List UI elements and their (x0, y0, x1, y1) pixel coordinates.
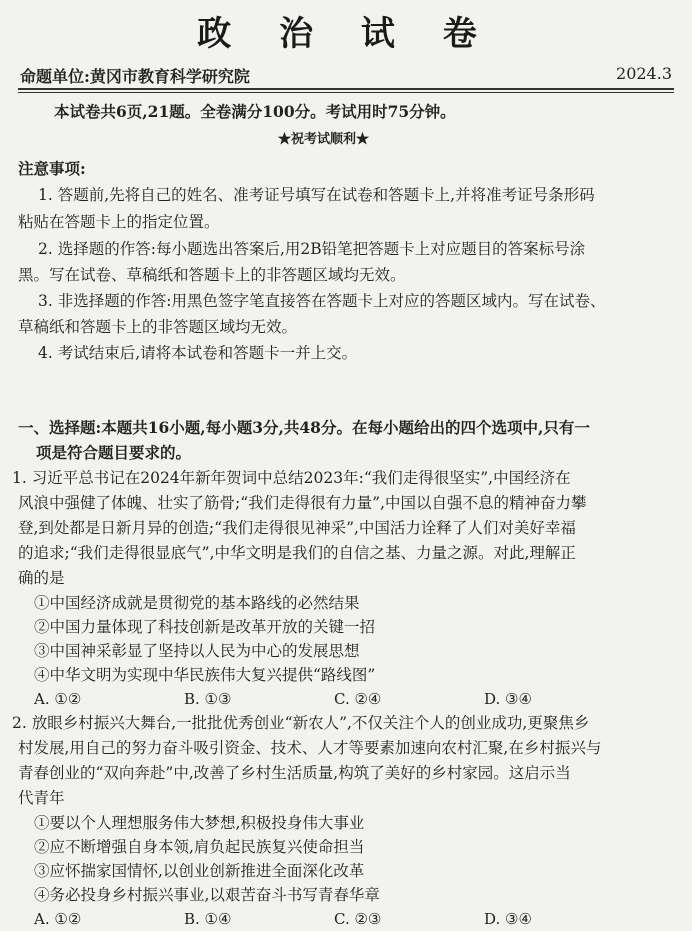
statement-item: ②中国力量体现了科技创新是改革开放的关键一招 (34, 618, 376, 636)
note-line: 3. 非选择题的作答:用黑色签字笔直接答在答题卡上对应的答题区域内。写在试卷、 (38, 292, 606, 310)
exam-date: 2024.3 (616, 64, 672, 83)
statement-item: ④中华文明为实现中华民族伟大复兴提供“路线图” (34, 666, 376, 684)
exam-intro: 本试卷共6页,21题。全卷满分100分。考试用时75分钟。 (54, 102, 456, 121)
answer-option[interactable]: A. ①② (34, 690, 82, 708)
answer-option[interactable]: A. ①② (34, 910, 82, 928)
note-line: 粘贴在答题卡上的指定位置。 (18, 213, 220, 231)
statement-item: ①要以个人理想服务伟大梦想,积极投身伟大事业 (34, 814, 365, 832)
header-divider (18, 88, 674, 93)
question-stem-line: 代青年 (18, 789, 65, 807)
note-line: 1. 答题前,先将自己的姓名、准考证号填写在试卷和答题卡上,并将准考证号条形码 (38, 186, 595, 204)
question-stem-line: 1. 习近平总书记在2024年新年贺词中总结2023年:“我们走得很坚实”,中国经济在 (12, 469, 571, 487)
answer-option[interactable]: D. ③④ (484, 910, 532, 928)
statement-item: ③中国神采彰显了坚持以人民为中心的发展思想 (34, 642, 360, 660)
answer-options (34, 688, 654, 711)
section-line: 一、选择题:本题共16小题,每小题3分,共48分。在每小题给出的四个选项中,只有一 (18, 418, 590, 437)
question-stem-line: 确的是 (18, 569, 65, 587)
author-unit: 命题单位:黄冈市教育科学研究院 (20, 67, 250, 86)
note-line: 4. 考试结束后,请将本试卷和答题卡一并上交。 (38, 344, 358, 362)
statement-item: ①中国经济成就是贯彻党的基本路线的必然结果 (34, 594, 360, 612)
statement-item: ③应怀揣家国情怀,以创业创新推进全面深化改革 (34, 862, 365, 880)
answer-options (34, 908, 654, 931)
note-line: 2. 选择题的作答:每小题选出答案后,用2B铅笔把答题卡上对应题目的答案标号涂 (38, 240, 586, 258)
note-line: 草稿纸和答题卡上的非答题区域均无效。 (18, 318, 298, 336)
note-line: 黑。写在试卷、草稿纸和答题卡上的非答题区域均无效。 (18, 266, 406, 284)
good-luck: ★祝考试顺利★ (278, 132, 370, 147)
answer-option[interactable]: C. ②③ (334, 910, 382, 928)
statement-item: ④务必投身乡村振兴事业,以艰苦奋斗书写青春华章 (34, 886, 380, 904)
answer-option[interactable]: B. ①④ (184, 910, 232, 928)
question-stem-line: 登,到处都是日新月异的创造;“我们走得很见神采”,中国活力诠释了人们对美好幸福 (18, 519, 576, 537)
answer-option[interactable]: D. ③④ (484, 690, 532, 708)
section-line: 项是符合题目要求的。 (36, 443, 192, 462)
question-stem-line: 风浪中强健了体魄、壮实了筋骨;“我们走得很有力量”,中国以自强不息的精神奋力攀 (18, 494, 587, 512)
page-title: 政 治 试 卷 (197, 14, 495, 54)
question-stem-line: 青春创业的“双向奔赴”中,改善了乡村生活质量,构筑了美好的乡村家园。这启示当 (18, 764, 571, 782)
notes-title: 注意事项: (18, 159, 86, 178)
question-stem-line: 2. 放眼乡村振兴大舞台,一批批优秀创业“新农人”,不仅关注个人的创业成功,更聚焦乡 (12, 714, 590, 732)
statement-item: ②应不断增强自身本领,肩负起民族复兴使命担当 (34, 838, 365, 856)
answer-option[interactable]: B. ①③ (184, 690, 232, 708)
question-stem-line: 的追求;“我们走得很显底气”,中华文明是我们的自信之基、力量之源。对此,理解正 (18, 544, 576, 562)
question-stem-line: 村发展,用自己的努力奋斗吸引资金、技术、人才等要素加速向农村汇聚,在乡村振兴与 (18, 739, 602, 757)
answer-option[interactable]: C. ②④ (334, 690, 382, 708)
